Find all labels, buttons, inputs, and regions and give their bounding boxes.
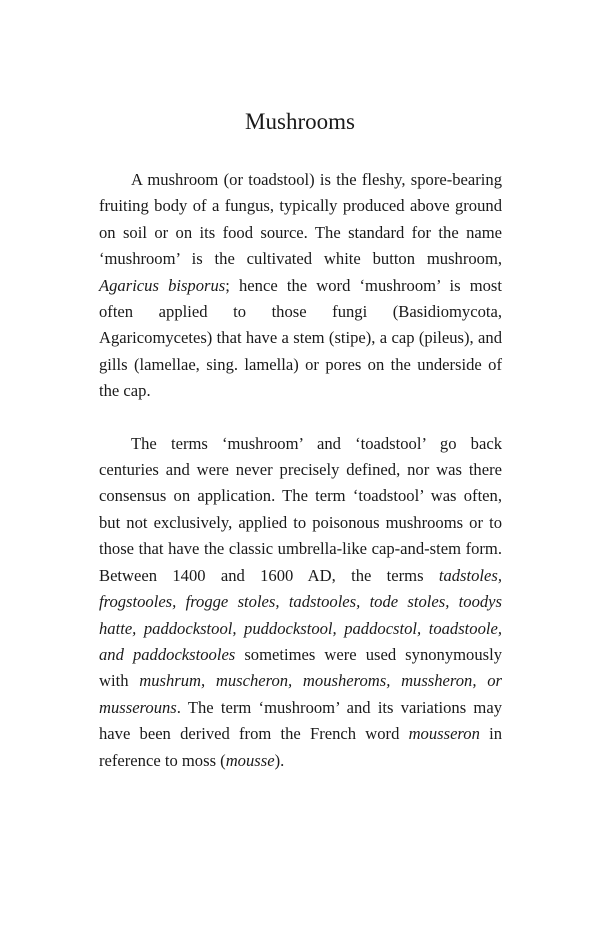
- text-segment: A mushroom (or toadstool) is the fleshy, spore-bearing fruiting body of a fungus, typically produced above ground on soil or on its food source. The standard for the name ‘mushroom’ is the cultivated white button mushroom,: [99, 170, 502, 269]
- italic-term-mousseron: mousseron: [408, 724, 480, 744]
- paragraph-etymology: [99, 431, 502, 774]
- paragraph-definition: [99, 167, 502, 405]
- body-text: [99, 167, 502, 774]
- page-title: Mushrooms: [245, 109, 355, 134]
- text-segment: in reference to moss (: [99, 724, 502, 770]
- text-segment: ).: [274, 750, 285, 770]
- italic-term-list-mushroom: mushrum, muscheron, mousheroms, mussheron, or musserouns: [99, 671, 502, 717]
- text-segment: ; hence the word ‘mushroom’ is most often applied to those fungi (Basidiomycota, Agaricomycetes) that have a stem (stipe), a cap (pileus), and gills (lamellae, sing. lamella) or pores on the underside of the cap.: [99, 275, 502, 401]
- text-segment: sometimes were used synonymously with: [99, 644, 502, 691]
- text-segment: The terms ‘mushroom’ and ‘toadstool’ go back centuries and were never precisely defined, nor was there consensus on application. The term ‘toadstool’ was often, but not exclusively, applied to poisonous mushrooms or to those that have the classic umbrella-like cap-and-stem form. Between 1400 and 1600 AD, the terms: [99, 433, 502, 585]
- italic-term-mousse: mousse: [225, 750, 275, 770]
- italic-term-species: Agaricus bisporus: [99, 275, 226, 295]
- italic-term-list-toadstool: tadstoles, frogstooles, frogge stoles, tadstooles, tode stoles, toodys hatte, paddockstool, puddockstool, paddocstol, toadstoole, and paddockstooles: [99, 565, 502, 664]
- text-segment: . The term ‘mushroom’ and its variations may have been derived from the French word: [99, 697, 502, 744]
